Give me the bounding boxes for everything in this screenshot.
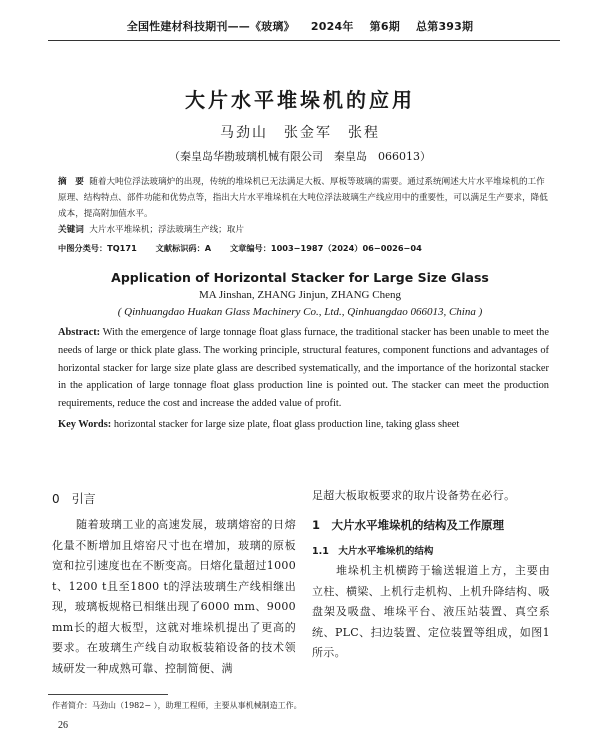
header-divider	[48, 40, 560, 41]
journal-total-issue: 总第393期	[416, 20, 474, 33]
journal-name: 全国性建材科技期刊——《玻璃》	[126, 20, 295, 33]
article-number: 文章编号：1003−1987（2024）06−0026−04	[229, 243, 422, 253]
affiliation-cn: （秦皇岛华勘玻璃机械有限公司 秦皇岛 066013）	[169, 150, 431, 163]
affiliation-en: ( Qinhuangdao Huakan Glass Machinery Co., Ltd., Qinhuangdao 066013, China )	[117, 306, 483, 318]
journal-issue: 第6期	[369, 20, 400, 33]
document-code: 文献标识码：A	[155, 243, 212, 253]
abstract-en-text: With the emergence of large tonnage float glass furnace, the traditional stacker has been unable to meet the needs of large or thick plate glass. The working principle, structural features, component functions and advantages of horizontal stacker for large size plate glass are described systematically, and the importance of the horizontal stacker in the application of large tonnage float glass production line is pointed out. The stacker can meet the production requirements, reduce the cost and increase the added value of profit.	[58, 327, 549, 410]
section-heading-structure: 1 大片水平堆垛机的结构及工作原理	[312, 518, 504, 532]
structure-body: 堆垛机主机横跨于输送辊道上方，主要由立柱、横梁、上机行走机构、上机升降结构、吸盘架及吸盘、堆垛平台、液压站装置、真空系统、PLC、扫边装置、定位装置等组成，如图1所示。	[312, 564, 550, 659]
keywords-en	[58, 416, 549, 434]
abstract-cn-text: 随着大吨位浮法玻璃炉的出现，传统的堆垛机已无法满足大板、厚板等玻璃的需要。通过系统阐述大片水平堆垛机的工作原理、结构特点、部件功能和优势点等，指出大片水平堆垛机在大吨位浮法玻璃生产线应用中的重要性，可以满足生产要求，降低成本，提高附加值水平。	[58, 177, 548, 219]
author-list-en: MA Jinshan, ZHANG Jinjun, ZHANG Cheng	[199, 289, 401, 301]
abstract-en	[58, 324, 549, 413]
journal-year: 2024年	[310, 20, 354, 33]
keywords-en-text: horizontal stacker for large size plate, float glass production line, taking glass sheet	[113, 419, 460, 430]
title-en: Application of Horizontal Stacker for Large Size Glass	[111, 270, 489, 285]
clc-number: 中图分类号：TQ171	[58, 243, 137, 253]
subsection-heading-structure: 1.1 大片水平堆垛机的结构	[312, 546, 434, 557]
keywords-en-label: Key Words:	[58, 419, 112, 430]
keywords-cn-label: 关键词	[58, 225, 84, 235]
abstract-en-label: Abstract:	[58, 327, 101, 338]
abstract-cn-label: 摘 要	[58, 177, 84, 187]
author-footnote: 作者简介：马劲山（1982− ），助理工程师，主要从事机械制造工作。	[52, 701, 302, 710]
section-heading-introduction: 0 引言	[52, 492, 96, 506]
page-number: 26	[58, 720, 68, 731]
footnote-divider	[48, 694, 168, 695]
introduction-body: 随着玻璃工业的高速发展，玻璃熔窑的日熔化量不断增加且熔窑尺寸也在增加，玻璃的原板宽和拉引速度也在不断变高。日熔化量超过1000 t、1200 t且至1800 t的浮法玻璃生产线相继出现，玻璃板规格已相继出现了6000 mm、9000 mm长的超大板型，这就对堆垛机提出了更高的要求。在玻璃生产线自动取板装箱设备的技术领域研发一种成熟可靠、控制简便、满	[52, 518, 296, 675]
keywords-cn	[58, 222, 548, 238]
author-list-cn: 马劲山 张金军 张程	[220, 125, 380, 141]
classification-line	[58, 240, 548, 256]
keywords-cn-text: 大片水平堆垛机；浮法玻璃生产线；取片	[89, 225, 244, 235]
introduction-continued: 足超大板取板要求的取片设备势在必行。	[312, 489, 516, 502]
abstract-cn	[58, 174, 548, 222]
journal-header	[0, 18, 600, 34]
page-title: 大片水平堆垛机的应用	[185, 88, 415, 112]
